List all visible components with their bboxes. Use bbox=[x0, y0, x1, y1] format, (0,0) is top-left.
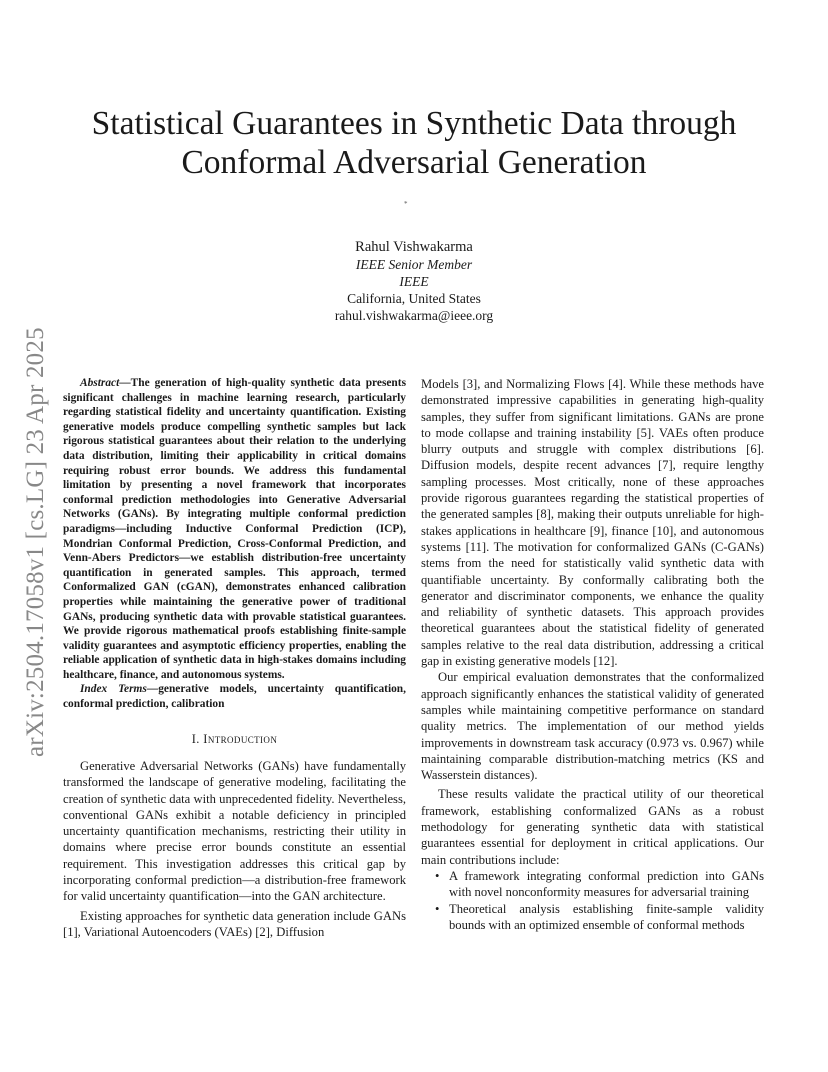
author-block bbox=[214, 239, 614, 324]
intro-paragraph-1: Generative Adversarial Networks (GANs) have fundamentally transformed the landscape of generative modeling, facilitating the creation of synthetic data with unprecedented fidelity. Nevertheless, conventional GANs exhibit a notable deficiency in principled uncertainty quantification mechanisms, restricting their utility in domains where precise error bounds constitute an essential requirement. This investigation addresses this critical gap by incorporating conformal prediction—a distribution-free framework for valid uncertainty quantification—into the GAN architecture. bbox=[63, 758, 406, 904]
left-column bbox=[63, 376, 406, 940]
abstract-text: —The generation of high-quality synthetic data presents significant challenges in machine learning research, particularly regarding statistical fidelity and uncertainty quantification. Existing generative models produce compelling synthetic samples but lack rigorous statistical guarantees about their relation to the underlying data distribution, limiting their applicability in critical domains requiring robust error bounds. We address this fundamental limitation by presenting a novel framework that incorporates conformal prediction methodologies into Generative Adversarial Networks (GANs). By integrating multiple conformal prediction paradigms—including Inductive Conformal Prediction (ICP), Mondrian Conformal Prediction, Cross-Conformal Prediction, and Venn-Abers Predictors—we establish distribution-free uncertainty quantification in generated samples. This approach, termed Conformalized GAN (cGAN), demonstrates enhanced calibration properties while maintaining the generative power of traditional GANs, producing synthetic data with provable statistical guarantees. We provide rigorous mathematical proofs establishing finite-sample validity guarantees and asymptotic efficiency properties, enabling the reliable application of synthetic data in high-stakes domains including healthcare, finance, and autonomous systems. bbox=[63, 377, 406, 681]
paper-title-line-2: Conformal Adversarial Generation bbox=[181, 144, 647, 181]
contribution-item bbox=[421, 868, 764, 901]
paper-title-line-1: Statistical Guarantees in Synthetic Data through bbox=[91, 105, 737, 142]
index-terms-text: —generative models, uncertainty quantification, conformal prediction, calibration bbox=[63, 683, 406, 711]
section-title: Introduction bbox=[203, 731, 278, 746]
section-heading-introduction bbox=[63, 731, 406, 747]
paper-title bbox=[60, 104, 768, 182]
author-role: IEEE Senior Member bbox=[355, 257, 473, 272]
contribution-text: A framework integrating conformal prediction into GANs with novel nonconformity measures for adversarial training bbox=[449, 868, 764, 900]
abstract-label: Abstract bbox=[80, 377, 120, 389]
intro-paragraph-4: These results validate the practical utility of our theoretical framework, establishing conformalized GANs as a robust methodology for generating synthetic data with statistical guarantees essential for deployment in critical applications. Our main contributions include: bbox=[421, 787, 764, 867]
author-location: California, United States bbox=[347, 291, 481, 306]
contribution-item bbox=[421, 901, 764, 934]
section-numeral: I. bbox=[191, 731, 204, 746]
intro-paragraph-3: Our empirical evaluation demonstrates that the conformalized approach significantly enhances the statistical validity of generated samples while maintaining competitive performance on standard quality metrics. The implementation of our method yields improvements in downstream task accuracy (0.973 vs. 0.967) while maintaining comparable distribution-matching metrics (KS and Wasserstein distances). bbox=[421, 670, 764, 783]
contribution-text: Theoretical analysis establishing finite-sample validity bounds with an optimized ensemble of conformal methods bbox=[449, 901, 764, 932]
author-name: Rahul Vishwakarma bbox=[355, 239, 473, 255]
author-email: rahul.vishwakarma@ieee.org bbox=[334, 308, 494, 323]
index-terms-label: Index Terms bbox=[80, 683, 147, 696]
index-terms bbox=[63, 682, 406, 711]
arxiv-identifier-stamp: arXiv:2504.17058v1 [cs.LG] 23 Apr 2025 bbox=[22, 327, 49, 757]
bullet-icon: • bbox=[435, 868, 440, 883]
abstract bbox=[63, 376, 406, 682]
right-column bbox=[421, 376, 764, 933]
bullet-icon: • bbox=[435, 901, 440, 916]
contributions-list bbox=[421, 868, 764, 933]
title-footnote-mark: * bbox=[404, 200, 408, 208]
intro-paragraph-2-continued: Models [3], and Normalizing Flows [4]. While these methods have demonstrated impressive capabilities in generating high-quality samples, they suffer from significant limitations. GANs are prone to mode collapse and training instability [5]. VAEs often produce blurry outputs and struggle with complex distributions [6]. Diffusion models, despite recent advances [7], require lengthy sampling processes. Most critically, none of these approaches provide rigorous guarantees regarding the statistical properties of the generated samples [8], making their outputs unreliable for high-stakes applications in healthcare [9], finance [10], and autonomous systems [11]. The motivation for conformalized GANs (C-GANs) stems from the need for statistically valid synthetic data with quantifiable uncertainty. By conformally calibrating both the generator and discriminator components, we enhance the quality and reliability of synthetic datasets. This approach provides theoretical guarantees about the statistical fidelity of generated samples relative to the real data distribution, addressing a critical gap in existing generative models [12]. bbox=[421, 377, 764, 669]
author-organization: IEEE bbox=[399, 274, 429, 289]
intro-paragraph-2: Existing approaches for synthetic data generation include GANs [1], Variational Autoencoders (VAEs) [2], Diffusion bbox=[63, 908, 406, 939]
